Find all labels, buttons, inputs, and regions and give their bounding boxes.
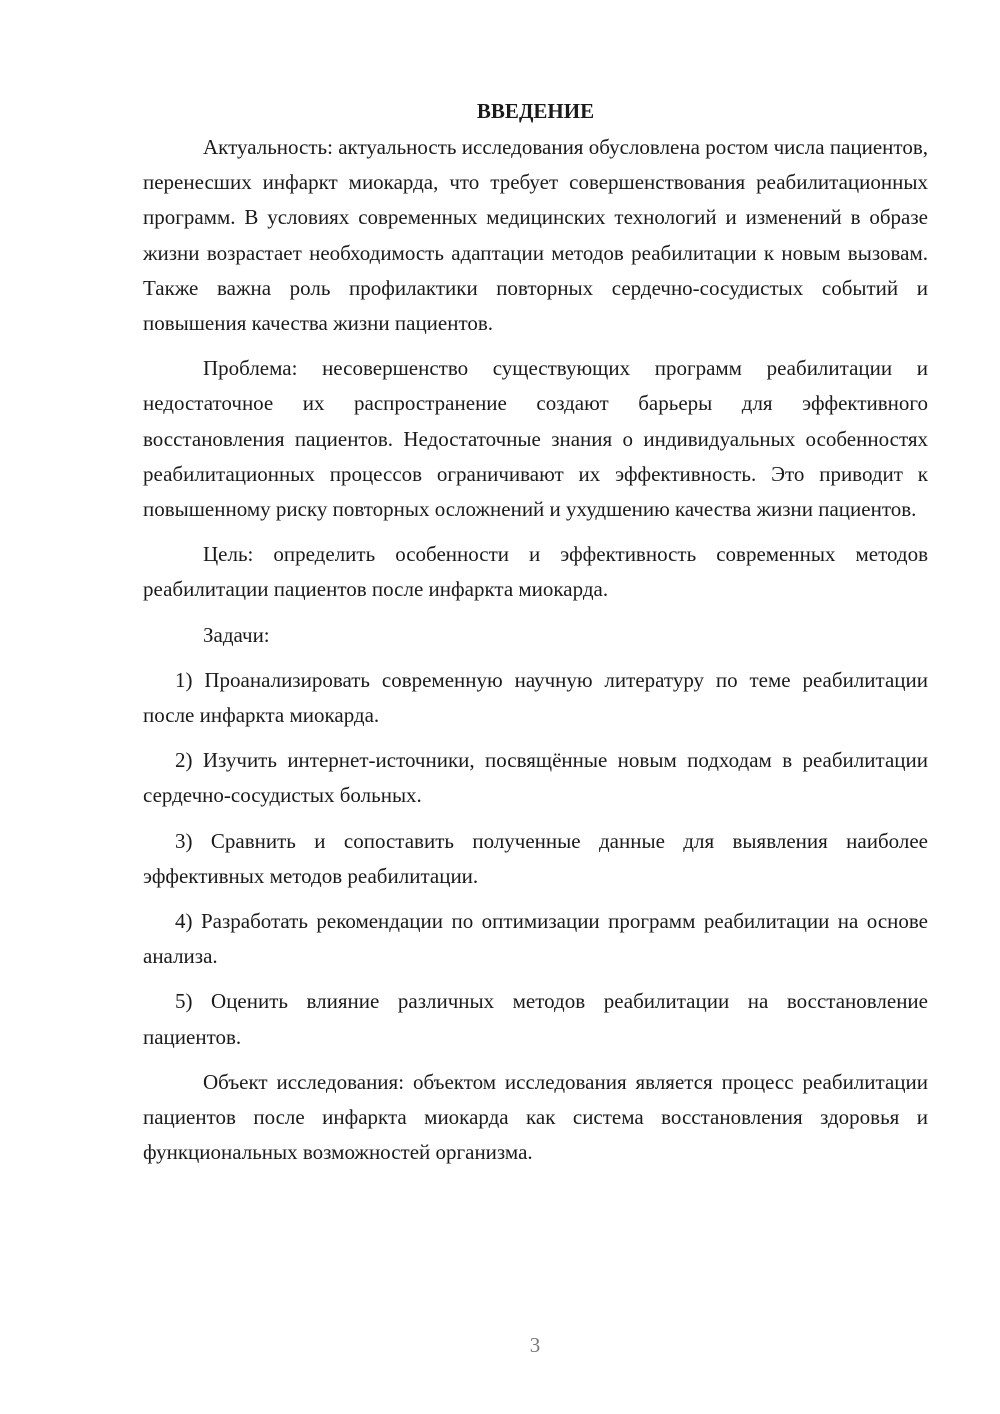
page-number: 3 [529,1333,541,1357]
task-item: 2) Изучить интернет-источники, посвящённые новым подходам в реабилитации сердечно-сосудистых больных. [143,748,928,808]
task-item: 3) Сравнить и сопоставить полученные данные для выявления наиболее эффективных методов реабилитации. [143,828,928,888]
tasks-label: Задачи: [203,622,270,647]
problem-paragraph: Проблема: несовершенство существующих программ реабилитации и недостаточное их распространение создают барьеры для эффективного восстановления пациентов. Недостаточные знания о индивидуальных особенностях реабилитационных процессов ограничивают их эффективность. Это приводит к повышенному риску повторных осложнений и ухудшению качества жизни пациентов. [143,356,928,522]
object-paragraph: Объект исследования: объектом исследования является процесс реабилитации пациентов после инфаркта миокарда как система восстановления здоровья и функциональных возможностей организма. [143,1069,928,1165]
section-heading: ВВЕДЕНИЕ [476,99,595,123]
document-page [143,96,928,1180]
task-item: 1) Проанализировать современную научную литературу по теме реабилитации после инфаркта миокарда. [143,667,928,728]
task-item: 5) Оценить влияние различных методов реабилитации на восстановление пациентов. [143,989,928,1049]
task-item: 4) Разработать рекомендации по оптимизации программ реабилитации на основе анализа. [143,909,928,969]
relevance-paragraph: Актуальность: актуальность исследования обусловлена ростом числа пациентов, перенесших инфаркт миокарда, что требует совершенствования реабилитационных программ. В условиях современных медицинских технологий и изменений в образе жизни возрастает необходимость адаптации методов реабилитации к новым вызовам. Также важна роль профилактики повторных сердечно-сосудистых событий и повышения качества жизни пациентов. [143,135,928,336]
goal-paragraph: Цель: определить особенности и эффективность современных методов реабилитации пациентов после инфаркта миокарда. [143,542,928,602]
